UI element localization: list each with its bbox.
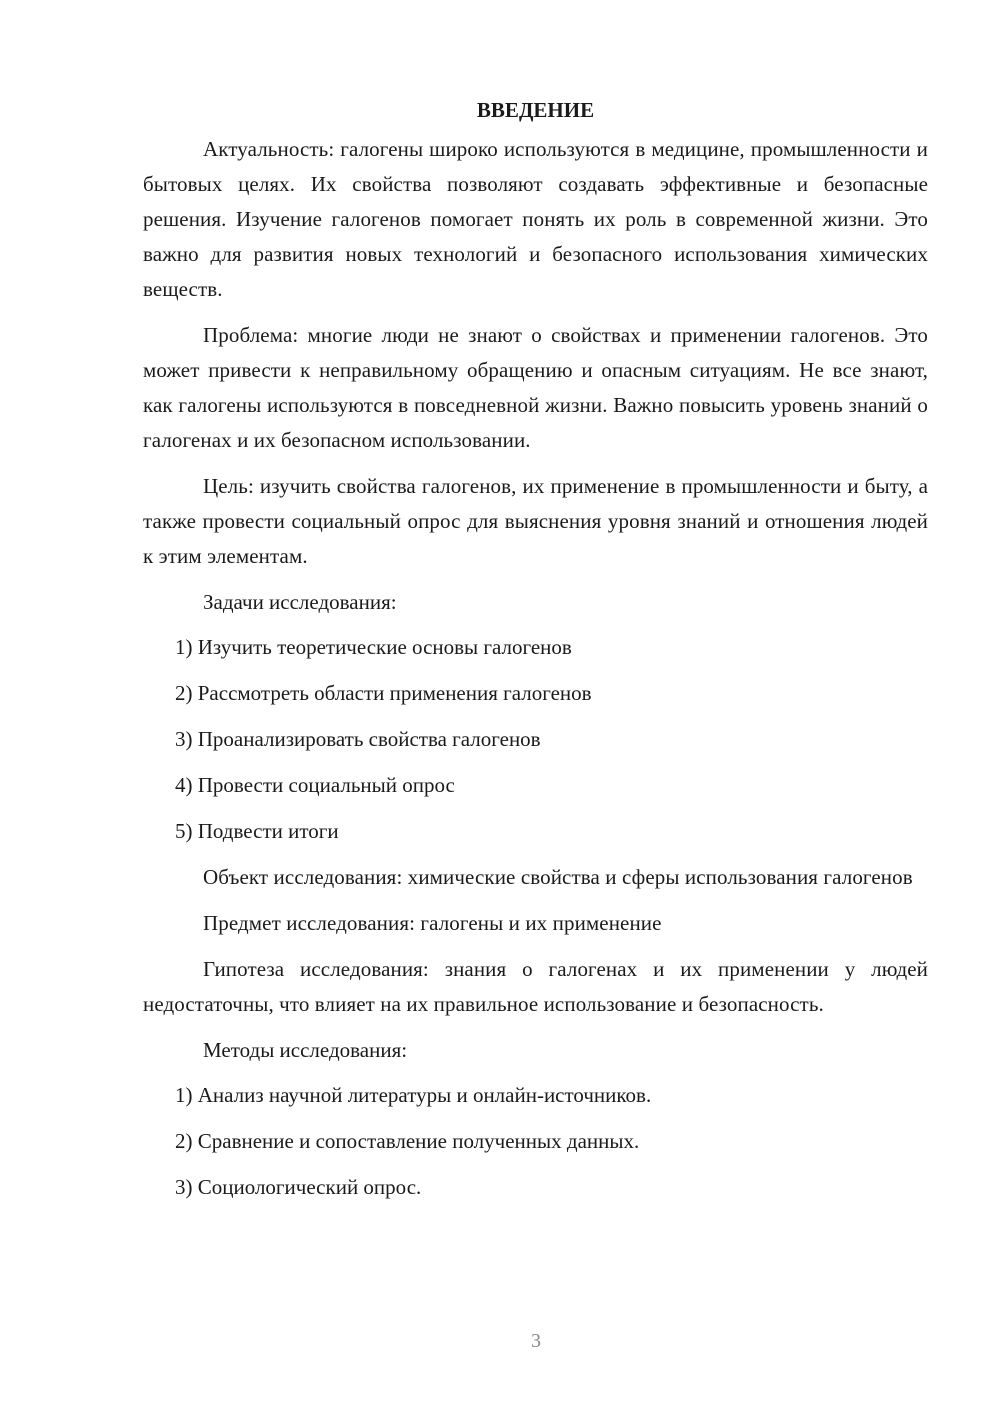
- methods-label: Методы исследования:: [203, 1038, 408, 1062]
- object-paragraph: Объект исследования: химические свойства и сферы использования галогенов: [203, 865, 913, 889]
- list-item: 3) Социологический опрос.: [175, 1175, 422, 1199]
- list-item: 3) Проанализировать свойства галогенов: [175, 727, 541, 751]
- list-item: 1) Изучить теоретические основы галогенов: [175, 635, 572, 659]
- methods-list: [143, 1078, 928, 1205]
- relevance-paragraph: Актуальность: галогены широко используются в медицине, промышленности и бытовых целях. Их свойства позволяют создавать эффективные и безопасные решения. Изучение галогенов помогает понять их роль в современной жизни. Это важно для развития новых технологий и безопасного использования химических веществ.: [143, 137, 928, 301]
- list-item: 2) Сравнение и сопоставление полученных данных.: [175, 1129, 640, 1153]
- page-number: 3: [531, 1330, 541, 1352]
- list-item: 2) Рассмотреть области применения галогенов: [175, 681, 592, 705]
- list-item: 5) Подвести итоги: [175, 819, 339, 843]
- list-item: 1) Анализ научной литературы и онлайн-источников.: [175, 1083, 652, 1107]
- document-page: [143, 93, 928, 1216]
- problem-paragraph: Проблема: многие люди не знают о свойствах и применении галогенов. Это может привести к неправильному обращению и опасным ситуациям. Не все знают, как галогены используются в повседневной жизни. Важно повысить уровень знаний о галогенах и их безопасном использовании.: [143, 323, 928, 452]
- section-title: ВВЕДЕНИЕ: [476, 98, 595, 122]
- tasks-list: [143, 630, 928, 849]
- subject-paragraph: Предмет исследования: галогены и их применение: [203, 911, 662, 935]
- goal-paragraph: Цель: изучить свойства галогенов, их применение в промышленности и быту, а также провести социальный опрос для выяснения уровня знаний и отношения людей к этим элементам.: [143, 474, 928, 568]
- tasks-label: Задачи исследования:: [203, 590, 397, 614]
- hypothesis-paragraph: Гипотеза исследования: знания о галогенах и их применении у людей недостаточны, что влияет на их правильное использование и безопасность.: [143, 957, 928, 1016]
- list-item: 4) Провести социальный опрос: [175, 773, 455, 797]
